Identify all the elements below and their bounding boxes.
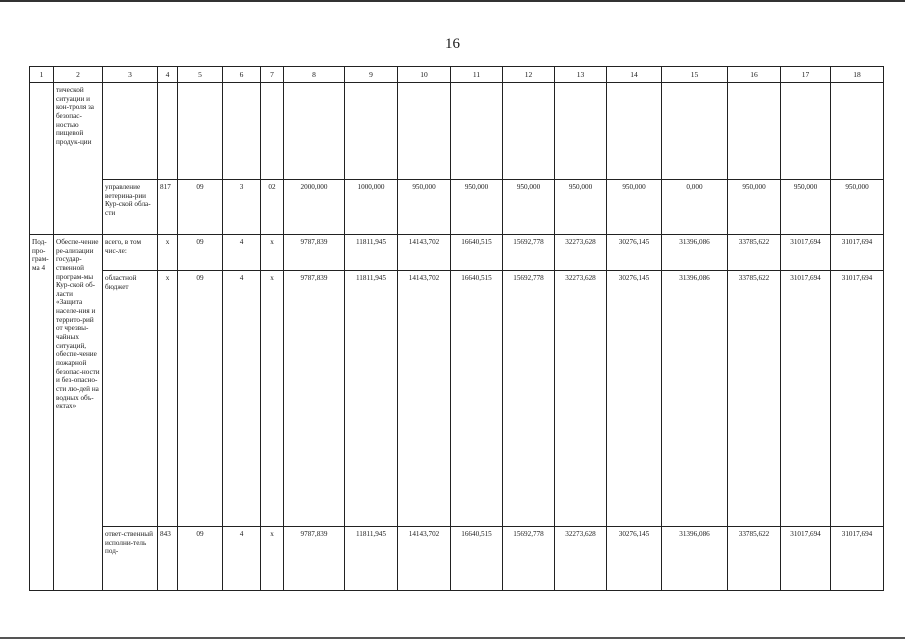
value-cell: 16640,515 — [451, 235, 503, 271]
value-cell: 1000,000 — [345, 180, 398, 235]
budget-table — [29, 66, 884, 591]
value-cell: 15692,778 — [503, 271, 555, 527]
column-header: 9 — [345, 67, 398, 83]
value-cell: 31396,086 — [662, 271, 728, 527]
column-header: 14 — [607, 67, 662, 83]
value-cell: 31017,694 — [781, 235, 831, 271]
code-cell: 4 — [223, 271, 261, 527]
status-cell — [30, 83, 54, 235]
value-cell: 950,000 — [555, 180, 607, 235]
code-cell: х — [158, 235, 178, 271]
column-header: 5 — [178, 67, 223, 83]
value-cell: 15692,778 — [503, 527, 555, 591]
column-header: 6 — [223, 67, 261, 83]
status-cell: Под-про-грам-ма 4 — [30, 235, 54, 591]
executor-cell: управление ветерина-рии Кур-ской обла-сти — [103, 180, 158, 235]
value-cell: 33785,622 — [728, 527, 781, 591]
value-cell: 32273,628 — [555, 235, 607, 271]
column-header: 2 — [54, 67, 103, 83]
name-cell: тической ситуации и кон-троля за безопас-ностью пищевой продук-ции — [54, 83, 103, 235]
code-cell: 02 — [261, 180, 284, 235]
code-cell: х — [158, 271, 178, 527]
value-cell: 14143,702 — [398, 271, 451, 527]
value-cell: 30276,145 — [607, 271, 662, 527]
value-cell: 950,000 — [781, 180, 831, 235]
value-cell: 950,000 — [831, 180, 884, 235]
column-header: 12 — [503, 67, 555, 83]
code-cell: 09 — [178, 235, 223, 271]
column-header: 15 — [662, 67, 728, 83]
value-cell: 16640,515 — [451, 271, 503, 527]
code-cell: 4 — [223, 235, 261, 271]
column-header: 3 — [103, 67, 158, 83]
table-row — [30, 83, 884, 180]
code-cell: 817 — [158, 180, 178, 235]
header-row — [30, 67, 884, 83]
value-cell: 32273,628 — [555, 527, 607, 591]
column-header: 10 — [398, 67, 451, 83]
value-cell: 31396,086 — [662, 235, 728, 271]
scan-bottom-edge — [0, 637, 905, 639]
column-header: 18 — [831, 67, 884, 83]
column-header: 13 — [555, 67, 607, 83]
column-header: 16 — [728, 67, 781, 83]
scan-top-edge — [0, 0, 905, 2]
value-cell: 9787,839 — [284, 527, 345, 591]
page-number: 16 — [445, 36, 460, 52]
value-cell: 31017,694 — [781, 527, 831, 591]
value-cell: 31017,694 — [781, 271, 831, 527]
value-cell: 31017,694 — [831, 235, 884, 271]
column-header: 7 — [261, 67, 284, 83]
value-cell: 31017,694 — [831, 527, 884, 591]
column-header: 4 — [158, 67, 178, 83]
source-cell: ответ-ственный исполни-тель под- — [103, 527, 158, 591]
value-cell: 32273,628 — [555, 271, 607, 527]
code-cell: 09 — [178, 527, 223, 591]
value-cell: 950,000 — [398, 180, 451, 235]
code-cell: 09 — [178, 271, 223, 527]
column-header: 17 — [781, 67, 831, 83]
value-cell: 30276,145 — [607, 235, 662, 271]
code-cell: 843 — [158, 527, 178, 591]
value-cell: 9787,839 — [284, 271, 345, 527]
value-cell: 33785,622 — [728, 235, 781, 271]
value-cell: 950,000 — [728, 180, 781, 235]
value-cell: 11811,945 — [345, 527, 398, 591]
value-cell: 31396,086 — [662, 527, 728, 591]
column-header: 1 — [30, 67, 54, 83]
value-cell: 14143,702 — [398, 527, 451, 591]
table-row — [30, 180, 884, 235]
value-cell: 0,000 — [662, 180, 728, 235]
value-cell: 950,000 — [607, 180, 662, 235]
table-row — [30, 235, 884, 271]
value-cell: 31017,694 — [831, 271, 884, 527]
name-cell: Обеспе-чение ре-ализации государ-ственной програм-мы Кур-ской об-ласти «Защита населе-ния и террито-рий от чрезвы-чайных ситуаций, обеспе-чение пожарной безопас-ности и без-опасно-сти лю-дей на водных объ-ектах» — [54, 235, 103, 591]
source-cell — [103, 83, 158, 180]
value-cell: 11811,945 — [345, 235, 398, 271]
value-cell: 2000,000 — [284, 180, 345, 235]
table-row — [30, 271, 884, 527]
table-row — [30, 527, 884, 591]
source-cell: всего, в том чис-ле: — [103, 235, 158, 271]
code-cell: х — [261, 271, 284, 527]
value-cell: 30276,145 — [607, 527, 662, 591]
column-header: 11 — [451, 67, 503, 83]
value-cell: 14143,702 — [398, 235, 451, 271]
column-header: 8 — [284, 67, 345, 83]
value-cell: 16640,515 — [451, 527, 503, 591]
value-cell: 15692,778 — [503, 235, 555, 271]
code-cell: 3 — [223, 180, 261, 235]
value-cell: 33785,622 — [728, 271, 781, 527]
value-cell: 11811,945 — [345, 271, 398, 527]
source-cell: областной бюджет — [103, 271, 158, 527]
value-cell: 9787,839 — [284, 235, 345, 271]
code-cell: х — [261, 527, 284, 591]
code-cell: 4 — [223, 527, 261, 591]
code-cell: 09 — [178, 180, 223, 235]
code-cell: х — [261, 235, 284, 271]
value-cell: 950,000 — [503, 180, 555, 235]
value-cell: 950,000 — [451, 180, 503, 235]
